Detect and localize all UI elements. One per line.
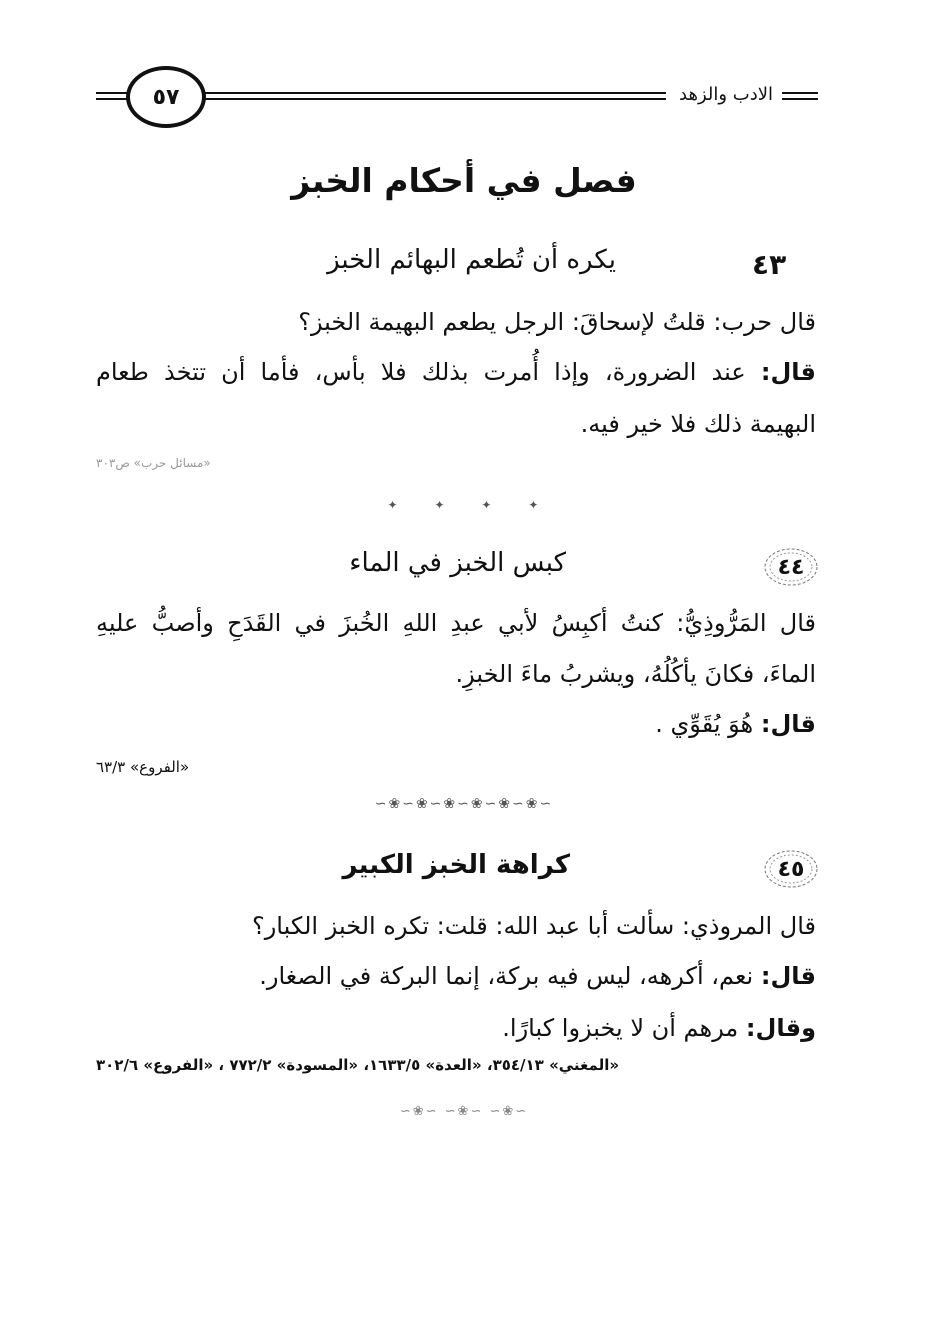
text-body: عند الضرورة، وإذا أُمرت بذلك فلا بأس، فأما أن تتخذ طعام [96,358,761,386]
header-rule-middle [200,92,666,94]
speaker-label: قال: [760,358,816,386]
page-number-badge [126,66,206,128]
text-body: قال المروذي: سألت أبا عبد الله: قلت: تكره الخبز الكبار؟ [251,912,816,940]
source-citation: «المغني» ٣٥٤/١٣، «العدة» ١٦٣٣/٥، «المسودة» ٧٧٢/٢ ، «الفروع» ٣٠٢/٦ [96,1056,620,1074]
ornamental-divider: ∽❀∽❀∽❀∽❀∽❀∽❀∽ [374,796,554,812]
header-rule-right [782,92,818,94]
text-body: البهيمة ذلك فلا خير فيه. [580,410,816,438]
source-citation: «مسائل حرب» ص٣٠٣ [96,456,211,470]
text-line [298,302,816,342]
ornamental-divider: ∽❀∽ ∽❀∽ ∽❀∽ [399,1104,529,1119]
entry-number: ٤٤ [777,554,805,580]
source-citation: «الفروع» ٦٣/٣ [96,758,190,776]
text-body: الماءَ، فكانَ يأكُلُهُ، ويشربُ ماءَ الخبزِ. [455,660,816,688]
text-line [259,956,816,996]
header-rule-left-2 [96,98,130,100]
speaker-label: قال: [760,710,816,738]
text-line [96,352,816,392]
text-line [455,654,816,694]
text-line [252,906,816,946]
text-body: نعم، أكرهه، ليس فيه بركة، إنما البركة في الصغار. [259,962,761,990]
header-rule-right-2 [782,98,818,100]
text-line [581,404,816,444]
text-body: قال حرب: قلتُ لإسحاقَ: الرجل يطعم البهيمة الخبز؟ [298,308,816,336]
speaker-label: وقال: [745,1014,816,1042]
entry-title: كراهة الخبز الكبير [342,850,570,880]
text-body: قال المَرُّوذِيُّ: كنتُ أكبِسُ لأبي عبدِ اللهِ الخُبزَ في القَدَحِ وأصبُّ عليهِ [96,609,816,637]
section-divider: ✦ ✦ ✦ ✦ [387,498,541,512]
entry-number: ٤٣ [752,248,787,281]
entry-title: يكره أن تُطعم البهائم الخبز [327,245,616,275]
text-line [96,603,816,643]
entry-title: كبس الخبز في الماء [349,548,566,578]
page-number: ٥٧ [152,84,180,110]
text-body: هُوَ يُقَوِّي . [655,710,761,738]
text-body: مرهم أن لا يخبزوا كبارًا. [502,1014,746,1042]
running-header-title: الادب والزهد [679,84,773,105]
text-line [655,704,816,744]
header-rule-middle-2 [200,98,666,100]
speaker-label: قال: [760,962,816,990]
header-rule-left [96,92,130,94]
entry-number: ٤٥ [777,856,805,882]
text-line [502,1008,816,1048]
entry-number-badge [762,546,820,588]
entry-number-badge [762,848,820,890]
chapter-title: فصل في أحكام الخبز [291,161,637,200]
